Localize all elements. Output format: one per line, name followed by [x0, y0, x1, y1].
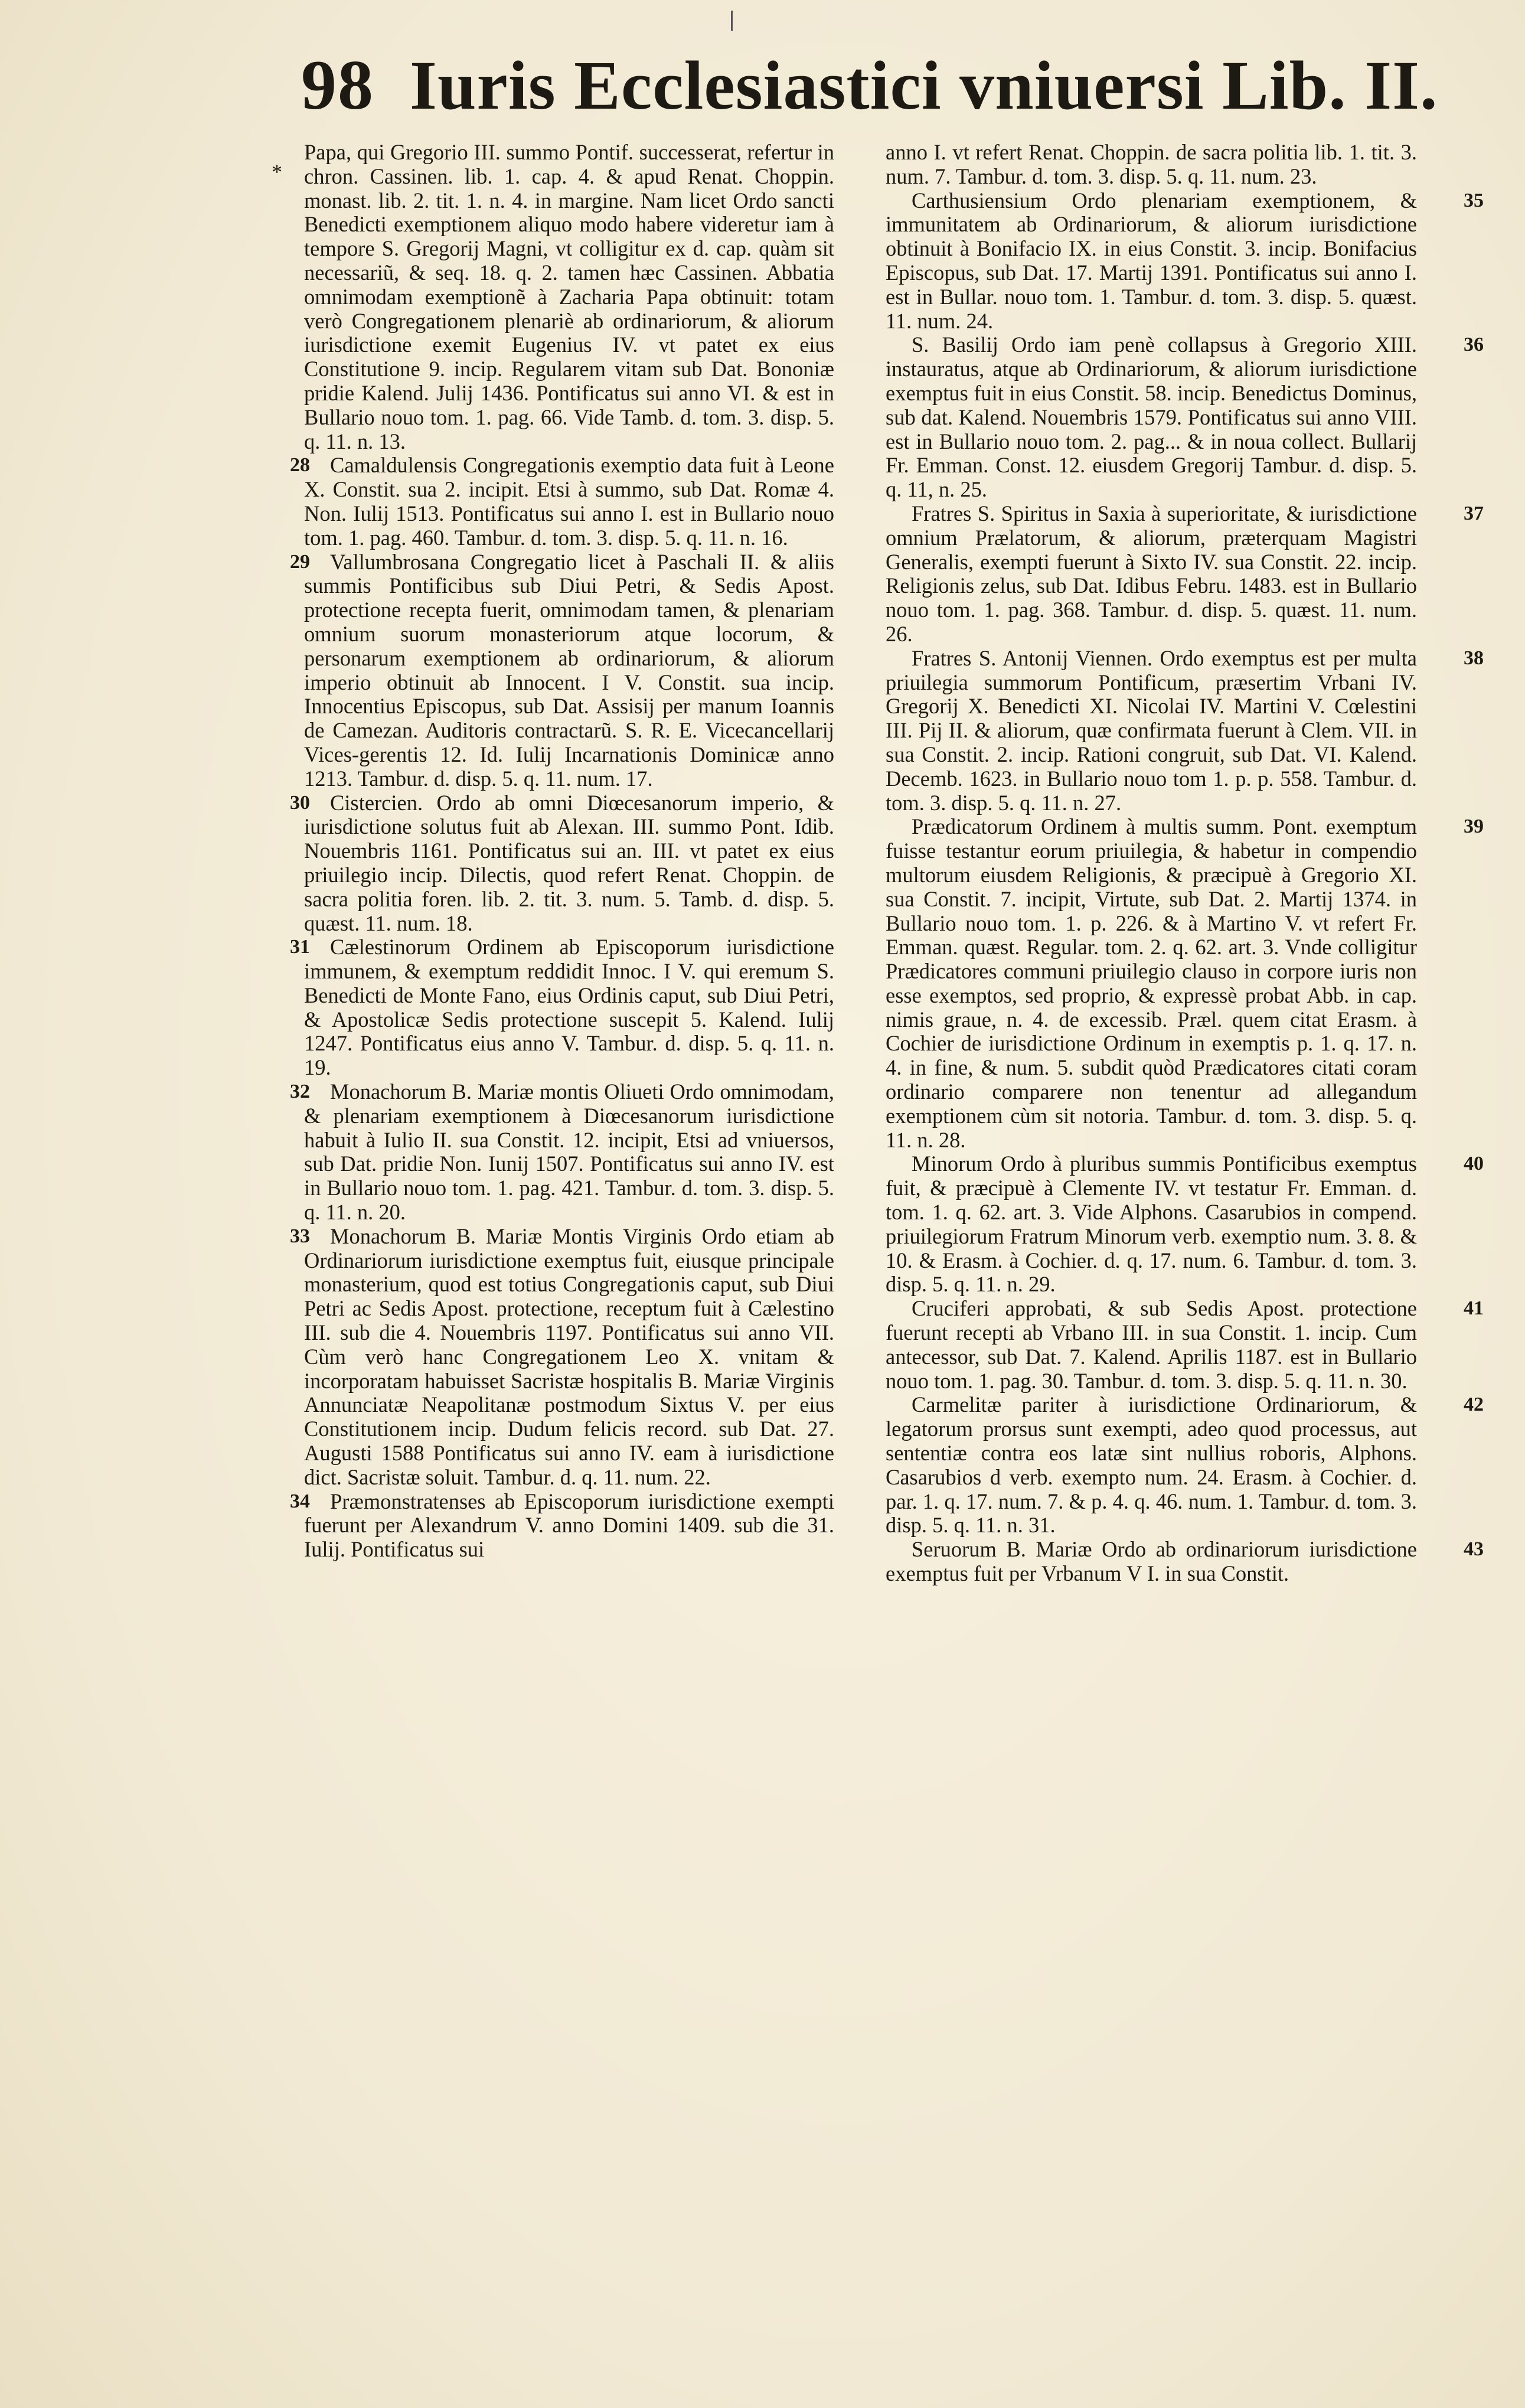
- paragraph: [886, 1392, 1484, 1538]
- paragraph-text: Prædicatorum Ordinem à multis summ. Pont. exemptum fuisse testantur eorum priuilegia, & habetur in compendio multorum eiusdem Religionis, & præcipuè à Gregorio XI. sua Constit. 7. incipit, Virtute, sub Dat. 2. Martij 1374. in Bullario nouo tom. 1. p. 226. & à Martino V. vt refert Fr. Emman. quæst. Regular. tom. 2. q. 62. art. 3. Vnde colligitur Prædicatores communi priuilegio clauso in corpore iuris non esse exemptos, sed proprio, & expressè probat Abb. in cap. nimis graue, n. 4. de excessib. Præl. quem citat Erasm. à Cochier de iurisdictione Ordinum in exemptis p. 1. q. 17. n. 4. in fine, & num. 5. subdit quòd Prædicatores citati coram ordinario comparere non tenentur ad allegandum exemptionem cùm sit notoria. Tambur. d. tom. 3. disp. 5. q. 11. n. 28.: [886, 814, 1417, 1152]
- paragraph: [290, 1079, 834, 1225]
- right-column: [886, 140, 1484, 1586]
- paragraph-text: Papa, qui Gregorio III. summo Pontif. successerat, refertur in chron. Cassinen. lib. 1. cap. 4. & apud Renat. Choppin. monast. lib. 2. tit. 1. n. 4. in margine. Nam licet Ordo sancti Benedicti exemptionem aliquo modo habere videretur iam à tempore S. Gregorij Magni, vt colligitur ex d. cap. quàm sit necessariũ, & seq. 18. q. 2. tamen hæc Cassinen. Abbatia omnimodam exemptionẽ à Zacharia Papa obtinuit: totam verò Congregationem plenariè ab ordinariorum, & aliorum iurisdictione exemit Eugenius IV. vt patet ex eius Constitutione 9. incip. Regularem vitam sub Dat. Bononiæ pridie Kalend. Julij 1436. Pontificatus sui anno VI. & est in Bullario nouo tom. 1. pag. 66. Vide Tamb. d. tom. 3. disp. 5. q. 11. n. 13.: [304, 140, 834, 453]
- paragraph-text: Camaldulensis Congregationis exemptio data fuit à Leone X. Constit. sua 2. incipit. Etsi à summo, sub Dat. Romæ 4. Non. Iulij 1513. Pontificatus sui anno I. est in Bullario nouo tom. 1. pag. 460. Tambur. d. tom. 3. disp. 5. q. 11. n. 16.: [304, 453, 834, 550]
- paragraph: [886, 1151, 1484, 1297]
- margin-number: 38: [1464, 647, 1484, 669]
- paragraph: [290, 1489, 834, 1562]
- paragraph-text: Monachorum B. Mariæ montis Oliueti Ordo omnimodam, & plenariam exemptionem à Diœcesanorum iurisdictione habuit à Iulio II. sua Constit. 12. incipit, Etsi ad vniuersos, sub Dat. pridie Non. Iunij 1507. Pontificatus sui anno IV. est in Bullario nouo tom. 1. pag. 421. Tambur. d. tom. 3. disp. 5. q. 11. n. 20.: [304, 1079, 834, 1225]
- paragraph: [886, 141, 1417, 189]
- page-header: [301, 44, 1438, 133]
- margin-number: 32: [290, 1081, 310, 1103]
- paragraph: [886, 332, 1484, 502]
- margin-number: 36: [1464, 334, 1484, 356]
- paragraph-text: Fratres S. Antonij Viennen. Ordo exemptus est per multa priuilegia summorum Pontificum, præsertim Vrbani IV. Gregorij X. Benedicti XI. Nicolai IV. Martini V. Cœlestini III. Pij II. & aliorum, quæ confirmata fuerunt à Clem. VII. in sua Constit. 2. incip. Rationi congruit, sub Dat. VI. Kalend. Decemb. 1623. in Bullario nouo tom 1. p. p. 558. Tambur. d. tom. 3. disp. 5. q. 11. n. 27.: [886, 645, 1417, 815]
- asterisk-mark: *: [272, 160, 282, 184]
- margin-number: 28: [290, 454, 310, 477]
- paragraph: [290, 549, 834, 791]
- paragraph: [290, 935, 834, 1080]
- margin-number: 43: [1464, 1538, 1484, 1561]
- margin-number: 33: [290, 1225, 310, 1247]
- margin-number: 30: [290, 791, 310, 814]
- paragraph-text: Præmonstratenses ab Episcoporum iurisdictione exempti fuerunt per Alexandrum V. anno Domini 1409. sub die 31. Iulij. Pontificatus sui: [304, 1489, 834, 1562]
- paragraph: [886, 645, 1484, 815]
- paragraph-text: anno I. vt refert Renat. Choppin. de sacra politia lib. 1. tit. 3. num. 7. Tambur. d. tom. 3. disp. 5. q. 11. num. 23.: [886, 140, 1417, 188]
- paragraph: [290, 1223, 834, 1490]
- paragraph-text: Cistercien. Ordo ab omni Diœcesanorum imperio, & iurisdictione solutus fuit ab Alexan. III. summo Pont. Idib. Nouembris 1161. Pontificatus sui an. III. vt patet ex eius priuilegio incip. Dilectis, quod refert Renat. Choppin. de sacra politia foren. lib. 2. tit. 3. num. 5. Tamb. d. disp. 5. quæst. 11. num. 18.: [304, 790, 834, 935]
- margin-number: 35: [1464, 189, 1484, 211]
- paragraph: [886, 814, 1484, 1152]
- paragraph-text: Seruorum B. Mariæ Ordo ab ordinariorum iurisdictione exemptus fuit per Vrbanum V I. in sua Constit.: [886, 1537, 1417, 1586]
- paragraph: [886, 501, 1484, 647]
- paragraph-text: Carthusiensium Ordo plenariam exemptionem, & immunitatem ab Ordinariorum, & aliorum iurisdictione obtinuit à Bonifacio IX. in eius Constit. 3. incip. Bonifacius Episcopus, sub Dat. 17. Martij 1391. Pontificatus sui anno I. est in Bullar. nouo tom. 1. Tambur. d. tom. 3. disp. 5. quæst. 11. num. 24.: [886, 188, 1417, 333]
- paragraph-text: Cælestinorum Ordinem ab Episcoporum iurisdictione immunem, & exemptum reddidit Innoc. I V. qui eremum S. Benedicti de Monte Fano, eius Ordinis caput, sub Diui Petri, & Apostolicæ Sedis protectione suscepit 5. Kalend. Iulij 1247. Pontificatus eius anno V. Tambur. d. disp. 5. q. 11. n. 19.: [304, 935, 834, 1080]
- paragraph-text: Fratres S. Spiritus in Saxia à superioritate, & iurisdictione omnium Prælatorum, & aliorum, præterquam Magistri Generalis, exempti fuerunt à Sixto IV. sua Constit. 22. incip. Religionis zelus, sub Dat. Idibus Febru. 1483. est in Bullario nouo tom. 1. pag. 368. Tambur. d. disp. 5. quæst. 11. num. 26.: [886, 501, 1417, 646]
- margin-number: 29: [290, 550, 310, 573]
- paragraph-text: Carmelitæ pariter à iurisdictione Ordinariorum, & legatorum prorsus sunt exempti, adeo quod processus, aut sententiæ contra eos latæ sint nullius roboris, Alphons. Casarubios d verb. exempto num. 24. Erasm. à Cochier. d. par. 1. q. 17. num. 7. & p. 4. q. 46. num. 1. Tambur. d. tom. 3. disp. 5. q. 11. n. 31.: [886, 1392, 1417, 1538]
- paragraph: [290, 453, 834, 550]
- margin-number: 39: [1464, 815, 1484, 838]
- page-number: 98: [301, 45, 374, 124]
- paragraph-text: Cruciferi approbati, & sub Sedis Apost. protectione fuerunt recepti ab Vrbano III. in sua Constit. 1. incip. Cum antecessor, sub Dat. 7. Kalend. Aprilis 1187. est in Bullario nouo tom. 1. pag. 30. Tambur. d. tom. 3. disp. 5. q. 11. n. 30.: [886, 1296, 1417, 1393]
- paragraph-text: Minorum Ordo à pluribus summis Pontificibus exemptus fuit, & præcipuè à Clemente IV. vt testatur Fr. Emman. d. tom. 1. q. 62. art. 3. Vide Alphons. Casarubios in compend. priuilegiorum Fratrum Minorum verb. exemptio num. 3. 8. & 10. & Erasm. à Cochier. d. q. 17. num. 6. Tambur. d. tom. 3. disp. 5. q. 11. n. 29.: [886, 1151, 1417, 1297]
- margin-number: 34: [290, 1490, 310, 1512]
- margin-number: 31: [290, 936, 310, 958]
- page-edge-mark: [731, 11, 733, 31]
- margin-number: 37: [1464, 502, 1484, 524]
- paragraph: [886, 1537, 1484, 1586]
- paragraph: [304, 141, 834, 453]
- paragraph-text: Monachorum B. Mariæ Montis Virginis Ordo etiam ab Ordinariorum iurisdictione exemptus fuit, eiusque principale monasterium, quod est totius Congregationis caput, sub Diui Petri ac Sedis Apost. protectione, receptum fuit à Cælestino III. sub die 4. Nouembris 1197. Pontificatus sui anno VII. Cùm verò hanc Congregationem Leo X. vnitam & incorporatam habuisset Sacristæ hospitalis B. Mariæ Virginis Annunciatæ Neapolitanæ postmodum Sixtus V. per eius Constitutionem incip. Dudum felicis record. sub Dat. 27. Augusti 1588 Pontificatus sui anno IV. eam à iurisdictione dict. Sacristæ soluit. Tambur. d. q. 11. num. 22.: [304, 1223, 834, 1489]
- paragraph: [886, 188, 1484, 334]
- paragraph: [886, 1296, 1484, 1393]
- margin-number: 41: [1464, 1297, 1484, 1320]
- paragraph-text: S. Basilij Ordo iam penè collapsus à Gregorio XIII. instauratus, atque ab Ordinariorum, & aliorum iurisdictione exemptus fuit in eius Constit. 58. incip. Benedictus Dominus, sub dat. Kalend. Nouembris 1579. Pontificatus sui anno VIII. est in Bullario nouo tom. 2. pag... & in noua collect. Bullarij Fr. Emman. Const. 12. eiusdem Gregorij Tambur. d. disp. 5. q. 11, n. 25.: [886, 332, 1417, 502]
- paragraph-text: Vallumbrosana Congregatio licet à Paschali II. & aliis summis Pontificibus sub Diui Petri, & Sedis Apost. protectione recepta fuerit, omnimodam tamen, & plenariam omnium suorum monasteriorum atque locorum, & personarum exemptionem ab ordinariorum, & aliorum imperio obtinuit ab Innocent. I V. Constit. sua incip. Innocentius Episcopus, sub Dat. Assisij per manum Ioannis de Camezan. Auditoris contractarũ. S. R. E. Vicecancellarij Vices-gerentis 12. Id. Iulij Incarnationis Dominicæ anno 1213. Tambur. d. disp. 5. q. 11. num. 17.: [304, 549, 834, 791]
- paragraph: [290, 790, 834, 936]
- left-column: [290, 140, 834, 1562]
- margin-number: 42: [1464, 1394, 1484, 1416]
- margin-number: 40: [1464, 1153, 1484, 1175]
- running-title: Iuris Ecclesiastici vniuersi Lib. II.: [410, 47, 1438, 124]
